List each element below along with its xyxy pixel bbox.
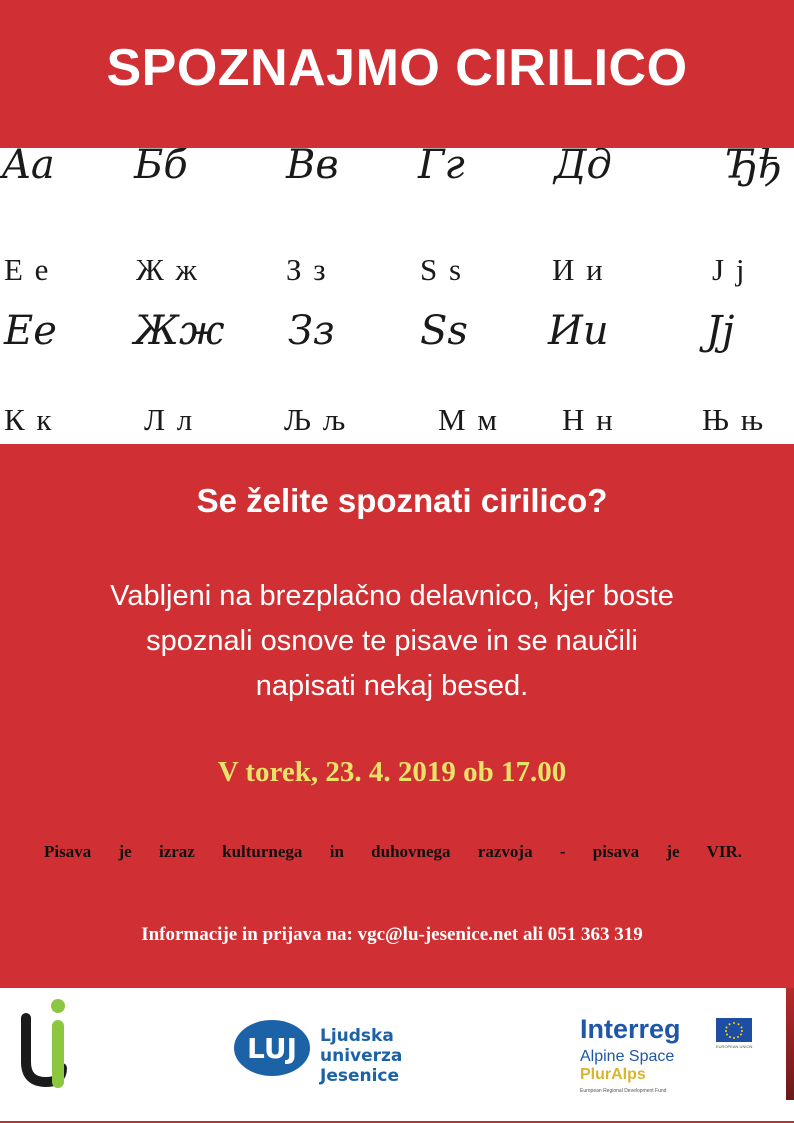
letter-pair: Ј ј (712, 252, 747, 287)
interreg-project: PlurAlps (580, 1066, 646, 1083)
letter-pair: М м (438, 402, 499, 437)
letter-pair: Ѕ ѕ (420, 252, 464, 287)
edge-decoration (786, 988, 794, 1100)
alphabet-row-print-2 (0, 402, 794, 444)
letter-pair: Љ љ (284, 402, 348, 437)
letter-pair: Aa (2, 148, 55, 188)
letter-pair: К к (4, 402, 54, 437)
interreg-program: Alpine Space (580, 1048, 675, 1065)
letter-pair: Л л (144, 402, 195, 437)
event-date: V torek, 23. 4. 2019 ob 17.00 (217, 756, 567, 788)
letter-pair: Бб (134, 148, 188, 188)
letter-pair: Јј (706, 308, 735, 354)
letter-pair: Дд (554, 148, 612, 188)
letter-pair: Зз (288, 308, 335, 354)
alphabet-row-print-1 (0, 252, 794, 312)
sponsor-footer (0, 988, 794, 1123)
contact-info[interactable]: Informacije in prijava na: vgc@lu-jesenice.net ali 051 363 319 (141, 924, 643, 945)
invitation-line: napisati nekaj besed. (255, 670, 529, 702)
title-band (0, 0, 794, 148)
eu-caption: EUROPEAN UNION (716, 1044, 753, 1049)
letter-pair: Е е (4, 252, 51, 287)
letter-pair: Ђђ (726, 148, 783, 188)
letter-pair: Ее (4, 308, 57, 354)
letter-pair: Жж (134, 308, 225, 354)
letter-pair: З з (286, 252, 328, 287)
invitation-line: spoznali osnove te pisave in se naučili (146, 625, 638, 657)
interreg-title: Interreg (580, 1014, 681, 1044)
letter-pair: Гг (418, 148, 465, 188)
letter-pair: Ии (548, 308, 609, 354)
eu-flag-icon (716, 1018, 752, 1042)
info-band (0, 444, 794, 988)
alphabet-row-cursive-1 (0, 148, 794, 202)
quote-text: Pisava je izraz kulturnega in duhovnega razvoja - pisava je VIR. (44, 842, 742, 861)
interreg-logo (576, 1014, 756, 1104)
alphabet-row-cursive-2 (0, 308, 794, 368)
subtitle: Se želite spoznati cirilico? (196, 482, 608, 519)
letter-pair: Н н (562, 402, 615, 437)
letter-pair: Њ њ (702, 402, 766, 437)
uj-logo (18, 994, 74, 1090)
luj-name (320, 1026, 472, 1086)
cyrillic-alphabet-sample (0, 148, 794, 444)
invitation-text (50, 574, 734, 709)
luj-name-line: Jesenice (320, 1066, 400, 1086)
interreg-fund: European Regional Development Fund (580, 1088, 667, 1094)
invitation-line: Vabljeni na brezplačno delavnico, kjer boste (110, 580, 674, 612)
letter-pair: Вв (286, 148, 339, 188)
page-title: SPOZNAJMO CIRILICO (106, 39, 688, 97)
letter-pair: Ѕѕ (420, 308, 468, 354)
luj-mark: LUJ (247, 1032, 297, 1065)
ljudska-univerza-jesenice-logo (232, 1016, 472, 1086)
letter-pair: И и (552, 252, 605, 287)
letter-pair: Ж ж (136, 252, 199, 287)
luj-name-line: Ljudska univerza (320, 1026, 403, 1066)
